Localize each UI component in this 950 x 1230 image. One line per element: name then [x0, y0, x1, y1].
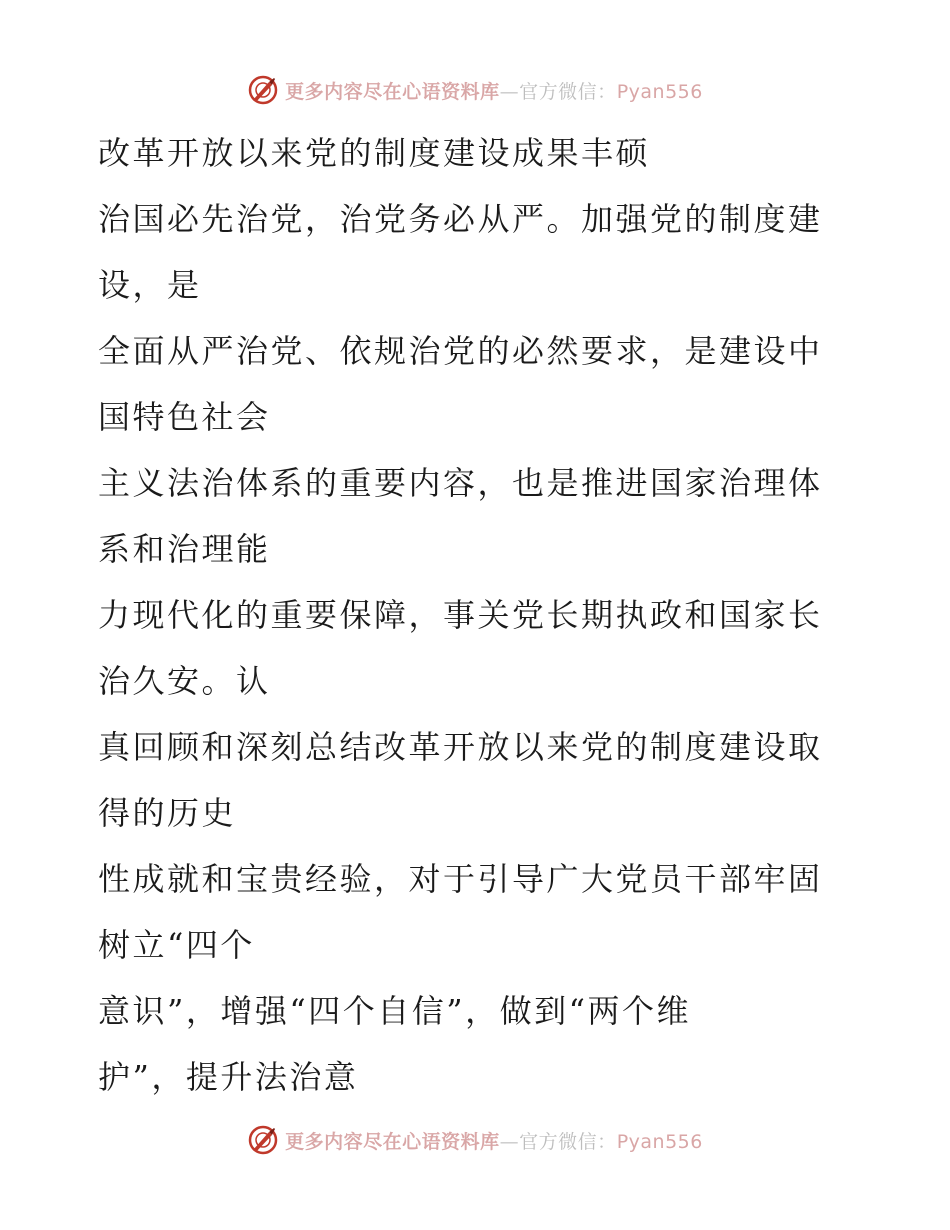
footer-wechat-label: 官方微信：	[519, 1130, 617, 1153]
logo-icon	[247, 1124, 279, 1156]
footer-site-name: 更多内容尽在心语资料库	[285, 1130, 500, 1153]
footer-wechat-id: Pyan556	[616, 1130, 703, 1153]
paragraph-line: 力现代化的重要保障，事关党长期执政和国家长	[98, 596, 823, 634]
header-wechat-id: Pyan556	[616, 80, 703, 103]
header-wechat-label: 官方微信：	[519, 80, 617, 103]
paragraph-line: 真回顾和深刻总结改革开放以来党的制度建设取	[98, 728, 823, 766]
footer-separator: —	[499, 1130, 520, 1153]
paragraph-line: 意识”，增强“四个自信”，做到“两个维	[98, 992, 691, 1030]
footer-banner-text	[285, 1127, 703, 1154]
paragraph-line: 设，是	[98, 266, 202, 304]
paragraph-line: 治久安。认	[98, 662, 271, 700]
document-title: 改革开放以来党的制度建设成果丰硕	[98, 134, 651, 172]
header-watermark-banner	[0, 70, 950, 110]
paragraph-line: 主义法治体系的重要内容，也是推进国家治理体	[98, 464, 823, 502]
footer-watermark-banner	[0, 1120, 950, 1160]
header-banner-text	[285, 77, 703, 104]
paragraph-line: 得的历史	[98, 794, 237, 832]
paragraph-line: 护”，提升法治意	[98, 1058, 359, 1096]
logo-icon	[247, 74, 279, 106]
paragraph-line: 全面从严治党、依规治党的必然要求，是建设中	[98, 332, 823, 370]
paragraph-line: 治国必先治党，治党务必从严。加强党的制度建	[98, 200, 823, 238]
paragraph-line: 性成就和宝贵经验，对于引导广大党员干部牢固	[98, 860, 823, 898]
document-body	[98, 120, 838, 1110]
header-site-name: 更多内容尽在心语资料库	[285, 80, 500, 103]
paragraph-line: 系和治理能	[98, 530, 271, 568]
header-separator: —	[499, 80, 520, 103]
paragraph-line: 国特色社会	[98, 398, 271, 436]
paragraph-line: 树立“四个	[98, 926, 255, 964]
